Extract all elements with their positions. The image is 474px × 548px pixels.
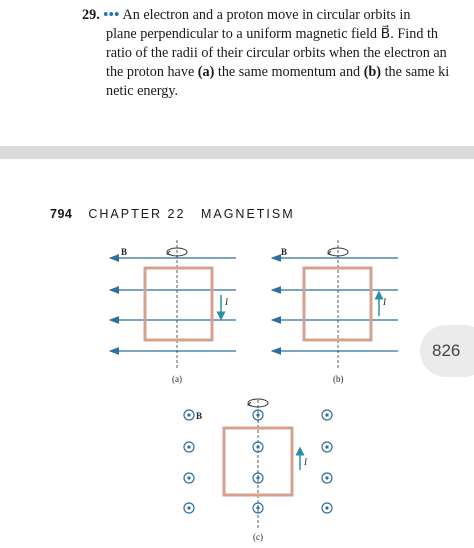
chapter-title: MAGNETISM [200,207,295,221]
caption-c: (c) [253,532,263,542]
current-loop [145,268,212,340]
caption-a: (a) [172,374,182,384]
problem-line-1-text: An electron and a proton move in circular orbits in [119,7,411,23]
part-a-label: (a) [197,64,215,80]
panel-b [272,240,398,370]
current-label-b: I [383,297,386,307]
page-number: 794 [50,207,73,221]
panel-a [110,240,236,370]
problem-line-4-post: the same ki [381,64,450,80]
chapter-label: CHAPTER 22 [88,207,186,221]
problem-line-4-pre: the proton have [106,64,198,80]
field-label-b: B⃗ [281,247,295,257]
part-b-label: (b) [363,64,382,80]
problem-line-4-mid: the same momentum and [214,64,364,80]
field-label-a: B⃗ [121,247,135,257]
current-label-a: I [225,297,228,307]
field-label-c: B⃗ [196,411,210,421]
current-label-c: I [304,457,307,467]
caption-b: (b) [333,374,344,384]
problem-line-3: ratio of the radii of their circular orbits when the electron an [106,45,447,61]
problem-line-5: netic energy. [106,83,179,99]
current-loop [304,268,371,340]
problem-number: 29. [82,7,100,23]
problem-line-2: plane perpendicular to a uniform magnetic field B⃗. Find th [106,26,439,42]
page-count-badge[interactable]: 826 [420,325,474,377]
difficulty-dots: ••• [103,7,120,23]
